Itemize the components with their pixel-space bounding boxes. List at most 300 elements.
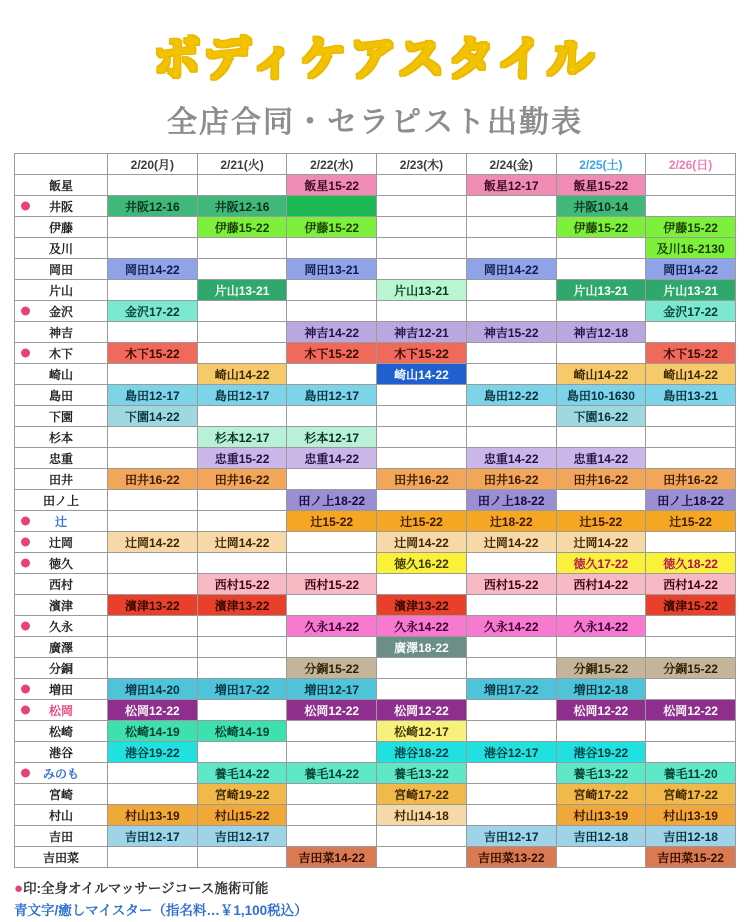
- table-row: [15, 280, 736, 301]
- oil-course-dot-icon: [21, 685, 30, 694]
- table-row: [15, 511, 736, 532]
- table-row: [15, 301, 736, 322]
- column-header-2: 2/21(火): [197, 154, 287, 175]
- oil-course-dot-icon: [21, 517, 30, 526]
- shift-cell: [287, 805, 377, 826]
- shift-cell: 増田17-22: [466, 679, 556, 700]
- column-header-4: 2/23(木): [377, 154, 467, 175]
- table-row: [15, 343, 736, 364]
- shift-cell: [377, 301, 467, 322]
- therapist-name: 片山: [48, 283, 73, 298]
- shift-cell: [108, 448, 198, 469]
- shift-cell: [466, 217, 556, 238]
- header-row: [15, 154, 736, 175]
- shift-cell: 井阪12-16: [197, 196, 287, 217]
- shift-cell: [287, 196, 377, 217]
- shift-cell: 島田12-22: [466, 385, 556, 406]
- table-row: [15, 700, 736, 721]
- shift-cell: [287, 742, 377, 763]
- pink-dot-icon: ●: [14, 880, 24, 897]
- shift-cell: 田ノ上18-22: [646, 490, 736, 511]
- shift-cell: [108, 490, 198, 511]
- therapist-name: 徳久: [48, 556, 73, 571]
- table-row: [15, 616, 736, 637]
- therapist-name-cell: [15, 805, 108, 826]
- shift-cell: [646, 448, 736, 469]
- shift-cell: 木下15-22: [377, 343, 467, 364]
- shift-cell: 田井16-22: [197, 469, 287, 490]
- shift-cell: 田ノ上18-22: [287, 490, 377, 511]
- shift-cell: 忠重14-22: [466, 448, 556, 469]
- table-row: [15, 427, 736, 448]
- shift-cell: 松岡12-22: [108, 700, 198, 721]
- shift-cell: 伊藤15-22: [646, 217, 736, 238]
- shift-cell: 下園16-22: [556, 406, 646, 427]
- shift-cell: 及川16-2130: [646, 238, 736, 259]
- therapist-name-cell: [15, 301, 108, 322]
- shift-cell: 村山15-22: [197, 805, 287, 826]
- shift-cell: 久永14-22: [287, 616, 377, 637]
- shift-cell: [466, 658, 556, 679]
- shift-cell: 西村15-22: [197, 574, 287, 595]
- shift-cell: 村山13-19: [556, 805, 646, 826]
- shift-cell: [466, 301, 556, 322]
- shift-cell: 久永14-22: [556, 616, 646, 637]
- therapist-name-cell: [15, 847, 108, 868]
- therapist-name-cell: [15, 259, 108, 280]
- shift-cell: 田ノ上18-22: [466, 490, 556, 511]
- shift-cell: [108, 637, 198, 658]
- shift-cell: 増田17-22: [197, 679, 287, 700]
- therapist-name: 吉田: [48, 829, 73, 844]
- shift-cell: [287, 826, 377, 847]
- shift-cell: [197, 511, 287, 532]
- shift-cell: 神吉15-22: [466, 322, 556, 343]
- shift-cell: 徳久18-22: [646, 553, 736, 574]
- shift-cell: 港谷19-22: [556, 742, 646, 763]
- shift-cell: 宮崎19-22: [197, 784, 287, 805]
- table-row: [15, 406, 736, 427]
- shift-cell: [108, 322, 198, 343]
- therapist-name-cell: [15, 721, 108, 742]
- shift-cell: [556, 490, 646, 511]
- shift-cell: [287, 238, 377, 259]
- shift-cell: [287, 637, 377, 658]
- shift-cell: 辻岡14-22: [466, 532, 556, 553]
- table-row: [15, 385, 736, 406]
- shift-cell: 神吉12-21: [377, 322, 467, 343]
- oil-course-dot-icon: [21, 769, 30, 778]
- header-corner: [15, 154, 108, 175]
- shift-cell: [287, 469, 377, 490]
- shift-cell: 濱津15-22: [646, 595, 736, 616]
- shift-cell: [287, 784, 377, 805]
- shift-cell: 西村15-22: [466, 574, 556, 595]
- table-row: [15, 742, 736, 763]
- therapist-name: 島田: [48, 388, 73, 403]
- table-row: [15, 574, 736, 595]
- shift-cell: 岡田13-21: [287, 259, 377, 280]
- shift-cell: 養毛13-22: [377, 763, 467, 784]
- shift-cell: [197, 322, 287, 343]
- oil-course-dot-icon: [21, 307, 30, 316]
- shift-cell: [108, 364, 198, 385]
- therapist-name: 辻: [54, 514, 67, 529]
- shift-cell: 神吉12-18: [556, 322, 646, 343]
- shift-cell: [646, 742, 736, 763]
- shift-cell: 岡田14-22: [108, 259, 198, 280]
- shift-cell: 松岡12-22: [556, 700, 646, 721]
- shift-cell: 松崎14-19: [197, 721, 287, 742]
- therapist-name: 分銅: [48, 661, 73, 676]
- therapist-name: 港谷: [48, 745, 73, 760]
- shift-cell: 島田12-17: [108, 385, 198, 406]
- shift-cell: [556, 259, 646, 280]
- shift-cell: 廣澤18-22: [377, 637, 467, 658]
- shift-cell: [377, 385, 467, 406]
- table-row: [15, 364, 736, 385]
- therapist-name-cell: [15, 616, 108, 637]
- therapist-name: 崎山: [48, 367, 73, 382]
- shift-cell: [108, 427, 198, 448]
- therapist-name: 濱津: [48, 598, 73, 613]
- shift-cell: [466, 721, 556, 742]
- shift-cell: 西村14-22: [646, 574, 736, 595]
- shift-cell: 増田12-17: [287, 679, 377, 700]
- therapist-name-cell: [15, 469, 108, 490]
- therapist-name: 岡田: [48, 262, 73, 277]
- shift-cell: 金沢17-22: [646, 301, 736, 322]
- therapist-name-cell: [15, 364, 108, 385]
- table-header: [15, 154, 736, 175]
- shift-cell: 片山13-21: [646, 280, 736, 301]
- table-row: [15, 322, 736, 343]
- oil-course-dot-icon: [21, 538, 30, 547]
- therapist-name: 神吉: [48, 325, 73, 340]
- shift-cell: 増田14-20: [108, 679, 198, 700]
- table-row: [15, 448, 736, 469]
- shift-cell: 増田12-18: [556, 679, 646, 700]
- schedule-table: [14, 153, 736, 868]
- therapist-name-cell: [15, 490, 108, 511]
- therapist-name-cell: [15, 427, 108, 448]
- shift-cell: [377, 658, 467, 679]
- table-row: [15, 637, 736, 658]
- therapist-name: 松岡: [48, 703, 73, 718]
- shift-cell: 辻15-22: [377, 511, 467, 532]
- shift-cell: [556, 343, 646, 364]
- table-row: [15, 784, 736, 805]
- shift-cell: 木下15-22: [108, 343, 198, 364]
- shift-cell: [197, 406, 287, 427]
- shift-cell: 杉本12-17: [287, 427, 377, 448]
- therapist-name: 忠重: [48, 451, 73, 466]
- shift-cell: 島田13-21: [646, 385, 736, 406]
- shift-cell: 田井16-22: [108, 469, 198, 490]
- shift-cell: [287, 532, 377, 553]
- shift-cell: 飯星15-22: [556, 175, 646, 196]
- shift-cell: 松岡12-22: [646, 700, 736, 721]
- shift-cell: [108, 553, 198, 574]
- shift-cell: 木下15-22: [287, 343, 377, 364]
- shift-cell: 港谷19-22: [108, 742, 198, 763]
- shift-cell: 伊藤15-22: [556, 217, 646, 238]
- shift-cell: 吉田菜15-22: [646, 847, 736, 868]
- therapist-name-cell: [15, 322, 108, 343]
- table-row: [15, 553, 736, 574]
- table-row: [15, 847, 736, 868]
- therapist-name-cell: [15, 742, 108, 763]
- shift-cell: 辻15-22: [287, 511, 377, 532]
- shift-cell: [197, 238, 287, 259]
- shift-cell: [197, 553, 287, 574]
- shift-cell: 辻岡14-22: [556, 532, 646, 553]
- shift-cell: 岡田14-22: [466, 259, 556, 280]
- table-row: [15, 826, 736, 847]
- table-row: [15, 196, 736, 217]
- shift-cell: [377, 448, 467, 469]
- shift-cell: 伊藤15-22: [197, 217, 287, 238]
- shift-cell: [197, 616, 287, 637]
- therapist-name: 伊藤: [48, 220, 73, 235]
- shift-cell: 辻15-22: [646, 511, 736, 532]
- shift-cell: 港谷12-17: [466, 742, 556, 763]
- therapist-name-cell: [15, 385, 108, 406]
- table-body: [15, 175, 736, 868]
- shift-cell: 徳久17-22: [556, 553, 646, 574]
- shift-cell: [377, 427, 467, 448]
- shift-cell: 吉田12-17: [197, 826, 287, 847]
- therapist-name-cell: [15, 553, 108, 574]
- shift-cell: [377, 679, 467, 700]
- shift-cell: [197, 847, 287, 868]
- legend-line-1: [14, 878, 750, 900]
- shift-cell: 久永14-22: [377, 616, 467, 637]
- shift-cell: 松崎12-17: [377, 721, 467, 742]
- shift-cell: 神吉14-22: [287, 322, 377, 343]
- therapist-name-cell: [15, 217, 108, 238]
- shift-cell: 杉本12-17: [197, 427, 287, 448]
- shift-cell: [197, 343, 287, 364]
- therapist-name-cell: [15, 826, 108, 847]
- shift-cell: [556, 427, 646, 448]
- shift-cell: 木下15-22: [646, 343, 736, 364]
- therapist-name: 飯星: [48, 178, 73, 193]
- shift-cell: [108, 658, 198, 679]
- shift-cell: [466, 805, 556, 826]
- shift-cell: 飯星15-22: [287, 175, 377, 196]
- therapist-name-cell: [15, 238, 108, 259]
- shift-cell: 岡田14-22: [646, 259, 736, 280]
- therapist-name-cell: [15, 175, 108, 196]
- table-row: [15, 679, 736, 700]
- shift-cell: [556, 721, 646, 742]
- therapist-name: 吉田菜: [42, 850, 79, 865]
- legend-line-1-text: 印:全身オイルマッサージコース施術可能: [23, 881, 269, 896]
- shift-cell: 松岡12-22: [287, 700, 377, 721]
- legend-line-2: 青文字/癒しマイスター（指名料…￥1,100税込）: [14, 903, 308, 918]
- shift-cell: 分銅15-22: [556, 658, 646, 679]
- column-header-6: 2/25(土): [556, 154, 646, 175]
- therapist-name: 増田: [48, 682, 73, 697]
- oil-course-dot-icon: [21, 559, 30, 568]
- table-row: [15, 175, 736, 196]
- oil-course-dot-icon: [21, 202, 30, 211]
- table-row: [15, 490, 736, 511]
- therapist-name: 辻岡: [48, 535, 73, 550]
- shift-cell: [197, 175, 287, 196]
- table-row: [15, 238, 736, 259]
- page-title: ボディケアスタイル: [153, 32, 597, 85]
- shift-cell: 辻岡14-22: [108, 532, 198, 553]
- shift-cell: 松崎14-19: [108, 721, 198, 742]
- shift-cell: [646, 721, 736, 742]
- shift-cell: 吉田12-17: [466, 826, 556, 847]
- shift-cell: 崎山14-22: [556, 364, 646, 385]
- shift-cell: [556, 238, 646, 259]
- page-subtitle: 全店合同・セラピスト出勤表: [167, 106, 583, 139]
- shift-cell: [287, 721, 377, 742]
- shift-cell: [646, 406, 736, 427]
- shift-cell: 辻岡14-22: [197, 532, 287, 553]
- therapist-name: 下園: [48, 409, 73, 424]
- therapist-name-cell: [15, 595, 108, 616]
- shift-cell: 井阪12-16: [108, 196, 198, 217]
- shift-cell: 宮崎17-22: [377, 784, 467, 805]
- therapist-name: 田ノ上: [42, 493, 79, 508]
- shift-cell: 島田12-17: [197, 385, 287, 406]
- shift-cell: 養毛13-22: [556, 763, 646, 784]
- shift-cell: [646, 196, 736, 217]
- shift-cell: [556, 637, 646, 658]
- shift-cell: [466, 238, 556, 259]
- therapist-name-cell: [15, 511, 108, 532]
- therapist-name: 木下: [48, 346, 73, 361]
- therapist-name: 廣澤: [48, 640, 73, 655]
- column-header-7: 2/26(日): [646, 154, 736, 175]
- legend: [14, 878, 750, 922]
- table-row: [15, 658, 736, 679]
- shift-cell: [197, 490, 287, 511]
- shift-cell: 養毛14-22: [197, 763, 287, 784]
- shift-cell: 養毛11-20: [646, 763, 736, 784]
- shift-cell: 崎山14-22: [646, 364, 736, 385]
- therapist-name: 宮崎: [48, 787, 73, 802]
- shift-cell: [466, 763, 556, 784]
- oil-course-dot-icon: [21, 706, 30, 715]
- shift-cell: [466, 343, 556, 364]
- therapist-name-cell: [15, 448, 108, 469]
- shift-cell: 宮崎17-22: [646, 784, 736, 805]
- shift-cell: 辻15-22: [556, 511, 646, 532]
- shift-cell: 忠重15-22: [197, 448, 287, 469]
- shift-cell: 忠重14-22: [287, 448, 377, 469]
- shift-cell: [466, 280, 556, 301]
- shift-cell: [466, 637, 556, 658]
- shift-cell: 徳久16-22: [377, 553, 467, 574]
- therapist-name-cell: [15, 532, 108, 553]
- shift-cell: 田井16-22: [377, 469, 467, 490]
- shift-cell: [556, 301, 646, 322]
- therapist-name: みのも: [42, 766, 79, 781]
- therapist-name-cell: [15, 280, 108, 301]
- therapist-name: 井阪: [48, 199, 73, 214]
- shift-cell: [377, 574, 467, 595]
- shift-cell: [377, 259, 467, 280]
- shift-cell: 吉田12-18: [556, 826, 646, 847]
- shift-cell: 港谷18-22: [377, 742, 467, 763]
- shift-cell: [646, 616, 736, 637]
- therapist-name: 田井: [48, 472, 73, 487]
- therapist-name-cell: [15, 700, 108, 721]
- therapist-name-cell: [15, 574, 108, 595]
- shift-cell: [466, 553, 556, 574]
- shift-cell: 金沢17-22: [108, 301, 198, 322]
- shift-cell: [108, 847, 198, 868]
- shift-cell: [108, 175, 198, 196]
- shift-cell: [556, 595, 646, 616]
- shift-cell: 松岡12-22: [377, 700, 467, 721]
- shift-cell: 村山14-18: [377, 805, 467, 826]
- shift-cell: [108, 217, 198, 238]
- shift-cell: 崎山14-22: [377, 364, 467, 385]
- shift-cell: 吉田12-17: [108, 826, 198, 847]
- shift-cell: [197, 658, 287, 679]
- shift-cell: [287, 595, 377, 616]
- shift-cell: 村山13-19: [108, 805, 198, 826]
- shift-cell: [466, 595, 556, 616]
- therapist-name: 村山: [48, 808, 73, 823]
- shift-cell: [197, 259, 287, 280]
- shift-cell: 養毛14-22: [287, 763, 377, 784]
- therapist-name-cell: [15, 658, 108, 679]
- shift-cell: 宮崎17-22: [556, 784, 646, 805]
- shift-cell: [108, 511, 198, 532]
- shift-cell: [287, 406, 377, 427]
- therapist-name: 久永: [48, 619, 73, 634]
- shift-cell: 村山13-19: [646, 805, 736, 826]
- therapist-name: 松崎: [48, 724, 73, 739]
- therapist-name-cell: [15, 196, 108, 217]
- shift-cell: [197, 700, 287, 721]
- oil-course-dot-icon: [21, 349, 30, 358]
- shift-cell: [646, 175, 736, 196]
- shift-cell: [646, 427, 736, 448]
- table-row: [15, 595, 736, 616]
- shift-cell: [287, 280, 377, 301]
- column-header-1: 2/20(月): [108, 154, 198, 175]
- therapist-name: 金沢: [48, 304, 73, 319]
- therapist-name: 杉本: [48, 430, 73, 445]
- shift-cell: 西村14-22: [556, 574, 646, 595]
- shift-cell: 片山13-21: [377, 280, 467, 301]
- shift-cell: [377, 826, 467, 847]
- table-row: [15, 721, 736, 742]
- therapist-name-cell: [15, 784, 108, 805]
- therapist-name-cell: [15, 406, 108, 427]
- shift-cell: [466, 784, 556, 805]
- oil-course-dot-icon: [21, 622, 30, 631]
- shift-cell: [377, 175, 467, 196]
- shift-cell: [197, 742, 287, 763]
- shift-cell: [377, 238, 467, 259]
- shift-cell: [466, 364, 556, 385]
- shift-cell: [466, 196, 556, 217]
- shift-cell: [646, 637, 736, 658]
- shift-cell: [287, 364, 377, 385]
- shift-cell: [108, 238, 198, 259]
- table-row: [15, 532, 736, 553]
